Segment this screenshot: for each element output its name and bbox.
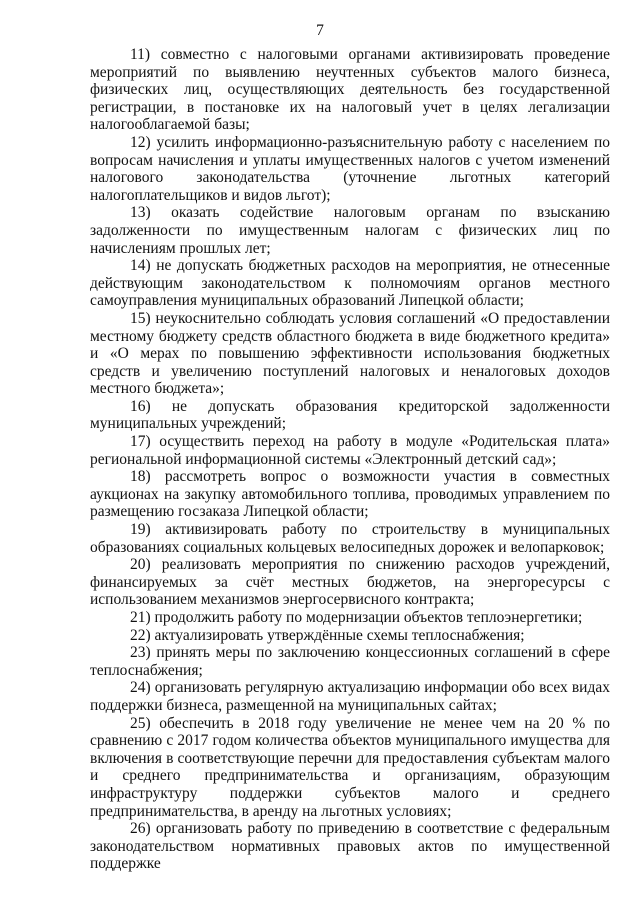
list-item-21: 21) продолжить работу по модернизации объектов теплоэнергетики; <box>130 609 583 626</box>
list-item-20: 20) реализовать мероприятия по снижению расходов учреждений, финансируемых за счёт местных бюджетов, на энергоресурсы с использованием механизмов энергосервисного контракта; <box>90 556 610 609</box>
list-item-16: 16) не допускать образования кредиторской задолженности муниципальных учреждений; <box>90 397 610 433</box>
list-item-17: 17) осуществить переход на работу в модуле «Родительская плата» региональной информационной системы «Электронный детский сад»; <box>90 433 610 468</box>
list-item-14: 14) не допускать бюджетных расходов на мероприятия, не отнесенные действующим законодательством к полномочиям органов местного самоуправления муниципальных образований Липецкой области; <box>90 257 610 310</box>
list-item-23: 23) принять меры по заключению концессионных соглашений в сфере теплоснабжения; <box>90 644 610 679</box>
list-item-26: 26) организовать работу по приведению в соответствие с федеральным законодательством нормативных правовых актов по имущественной поддержке <box>90 820 610 873</box>
page-number: 7 <box>316 22 324 39</box>
list-item-24: 24) организовать регулярную актуализацию информации обо всех видах поддержки бизнеса, размещенной на муниципальных сайтах; <box>90 679 610 714</box>
list-item-11: 11) совместно с налоговыми органами активизировать проведение мероприятий по выявлению неучтенных субъектов малого бизнеса, физических лиц, осуществляющих деятельность без государственной регистрации, в постановке их на налоговый учет в целях легализации налогооблагаемой базы; <box>90 46 610 134</box>
list-item-22: 22) актуализировать утверждённые схемы теплоснабжения; <box>130 626 525 644</box>
list-item-18: 18) рассмотреть вопрос о возможности участия в совместных аукционах на закупку автомобильного топлива, проводимых управлением по размещению госзаказа Липецкой области; <box>90 468 610 521</box>
list-item-12: 12) усилить информационно-разъяснительную работу с населением по вопросам начисления и уплаты имущественных налогов с учетом изменений налогового законодательства (уточнение льготных категорий налогоплательщиков и видов льгот); <box>90 133 610 204</box>
list-item-25: 25) обеспечить в 2018 году увеличение не менее чем на 20 % по сравнению с 2017 годом количества объектов муниципального имущества для включения в соответствующие перечни для предоставления субъектам малого и среднего предпринимательства и организациям, образующим инфраструктуру поддержки субъектов малого и среднего предпринимательства, в аренду на льготных условиях; <box>90 714 610 820</box>
list-item-19: 19) активизировать работу по строительству в муниципальных образованиях социальных кольцевых велосипедных дорожек и велопарковок; <box>90 521 610 556</box>
document-body <box>90 46 610 873</box>
list-item-15: 15) неукоснительно соблюдать условия соглашений «О предоставлении местному бюджету средств областного бюджета в виде бюджетного кредита» и «О мерах по повышению эффективности использования бюджетных средств и увеличению поступлений налоговых и неналоговых доходов местного бюджета»; <box>90 309 610 398</box>
list-item-13: 13) оказать содействие налоговым органам по взысканию задолженности по имущественным налогам с физических лиц по начислениям прошлых лет; <box>90 204 610 257</box>
